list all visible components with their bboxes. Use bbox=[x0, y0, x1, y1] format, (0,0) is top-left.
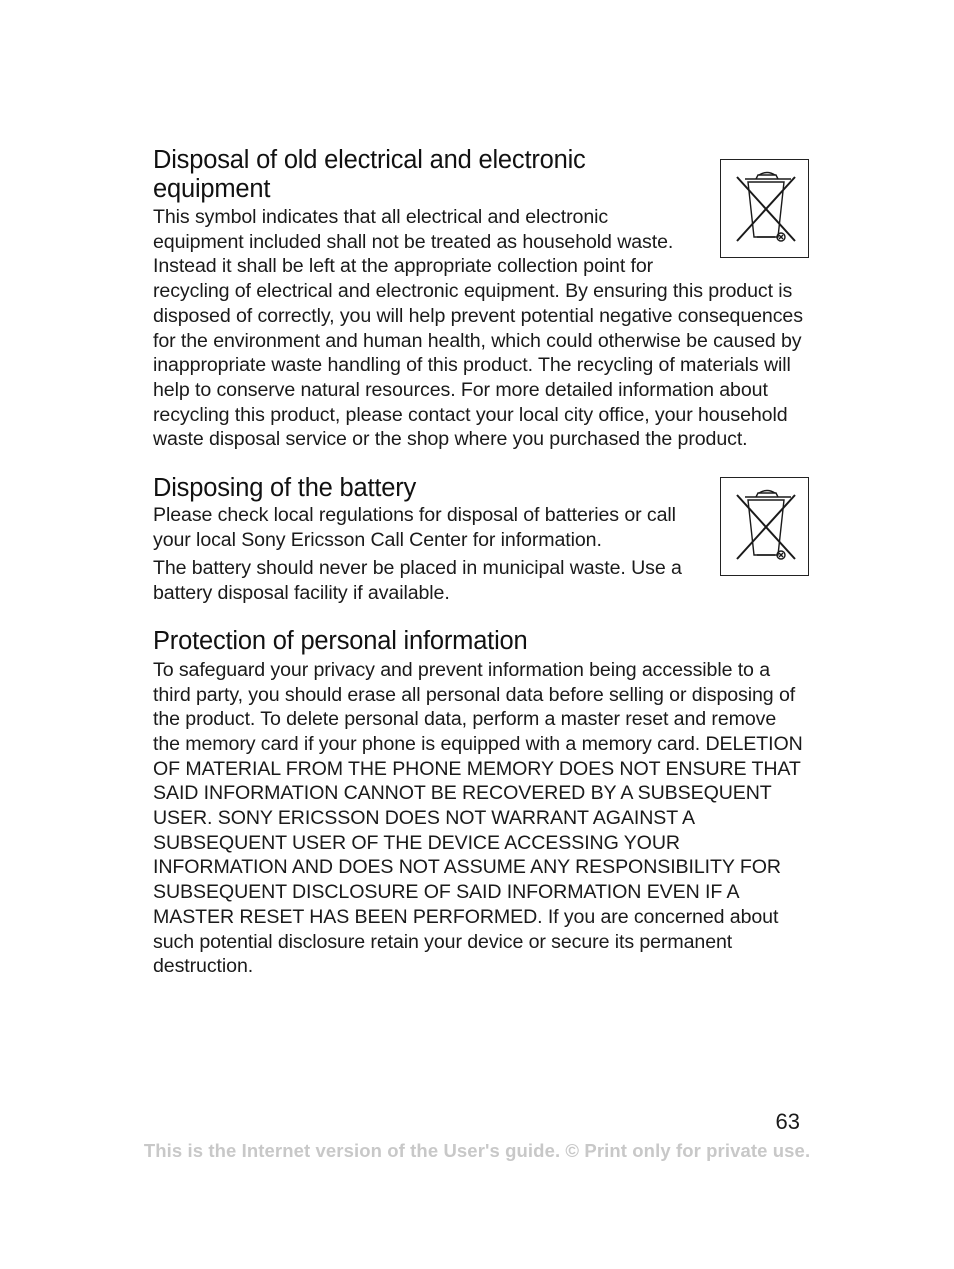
privacy-heading: Protection of personal information bbox=[153, 626, 528, 655]
page-number: 63 bbox=[775, 1109, 800, 1134]
battery-body-1: Please check local regulations for disposal of batteries or call your local Sony Ericsson Call Center for information. bbox=[153, 504, 676, 551]
footer-notice: This is the Internet version of the User's guide. © Print only for private use. bbox=[143, 1140, 811, 1161]
crossed-out-wheelie-bin-icon bbox=[720, 159, 809, 258]
section-battery bbox=[153, 474, 803, 606]
page-content bbox=[153, 145, 803, 979]
disposal-heading: Disposal of old electrical and electronic equipment bbox=[153, 146, 586, 203]
battery-body-2: The battery should never be placed in municipal waste. Use a battery disposal facility if available. bbox=[153, 557, 682, 605]
privacy-body: To safeguard your privacy and prevent information being accessible to a third party, you should erase all personal data before selling or disposing of the product. To delete personal data, perform a master reset and remove the memory card if your phone is equipped with a memory card. DELETION OF MATERIAL FROM THE PHONE MEMORY DOES NOT ENSURE THAT SAID INFORMATION CANNOT BE RECOVERED BY A SUBSEQUENT USER. SONY ERICSSON DOES NOT WARRANT AGAINST A SUBSEQUENT USER OF THE DEVICE ACCESSING YOUR INFORMATION AND DOES NOT ASSUME ANY RESPONSIBILITY FOR SUBSEQUENT DISCLOSURE OF SAID INFORMATION EVEN IF A MASTER RESET HAS BEEN PERFORMED. If you are concerned about such potential disclosure retain your device or secure its permanent destruction. bbox=[153, 658, 803, 978]
battery-heading: Disposing of the battery bbox=[153, 474, 417, 503]
section-disposal bbox=[153, 145, 803, 452]
section-privacy bbox=[153, 627, 803, 979]
disposal-body: This symbol indicates that all electrical and electronic equipment included shall not be treated as household waste. Instead it shall be left at the appropriate collection point for recycling of electrical and electronic equipment. By ensuring this product is disposed of correctly, you will help prevent potential negative consequences for the environment and human health, which could otherwise be caused by inappropriate waste handling of this product. The recycling of materials will help to conserve natural resources. For more detailed information about recycling this product, please contact your local city office, your household waste disposal service or the shop where you purchased the product. bbox=[153, 206, 803, 451]
crossed-out-wheelie-bin-icon bbox=[720, 477, 809, 576]
